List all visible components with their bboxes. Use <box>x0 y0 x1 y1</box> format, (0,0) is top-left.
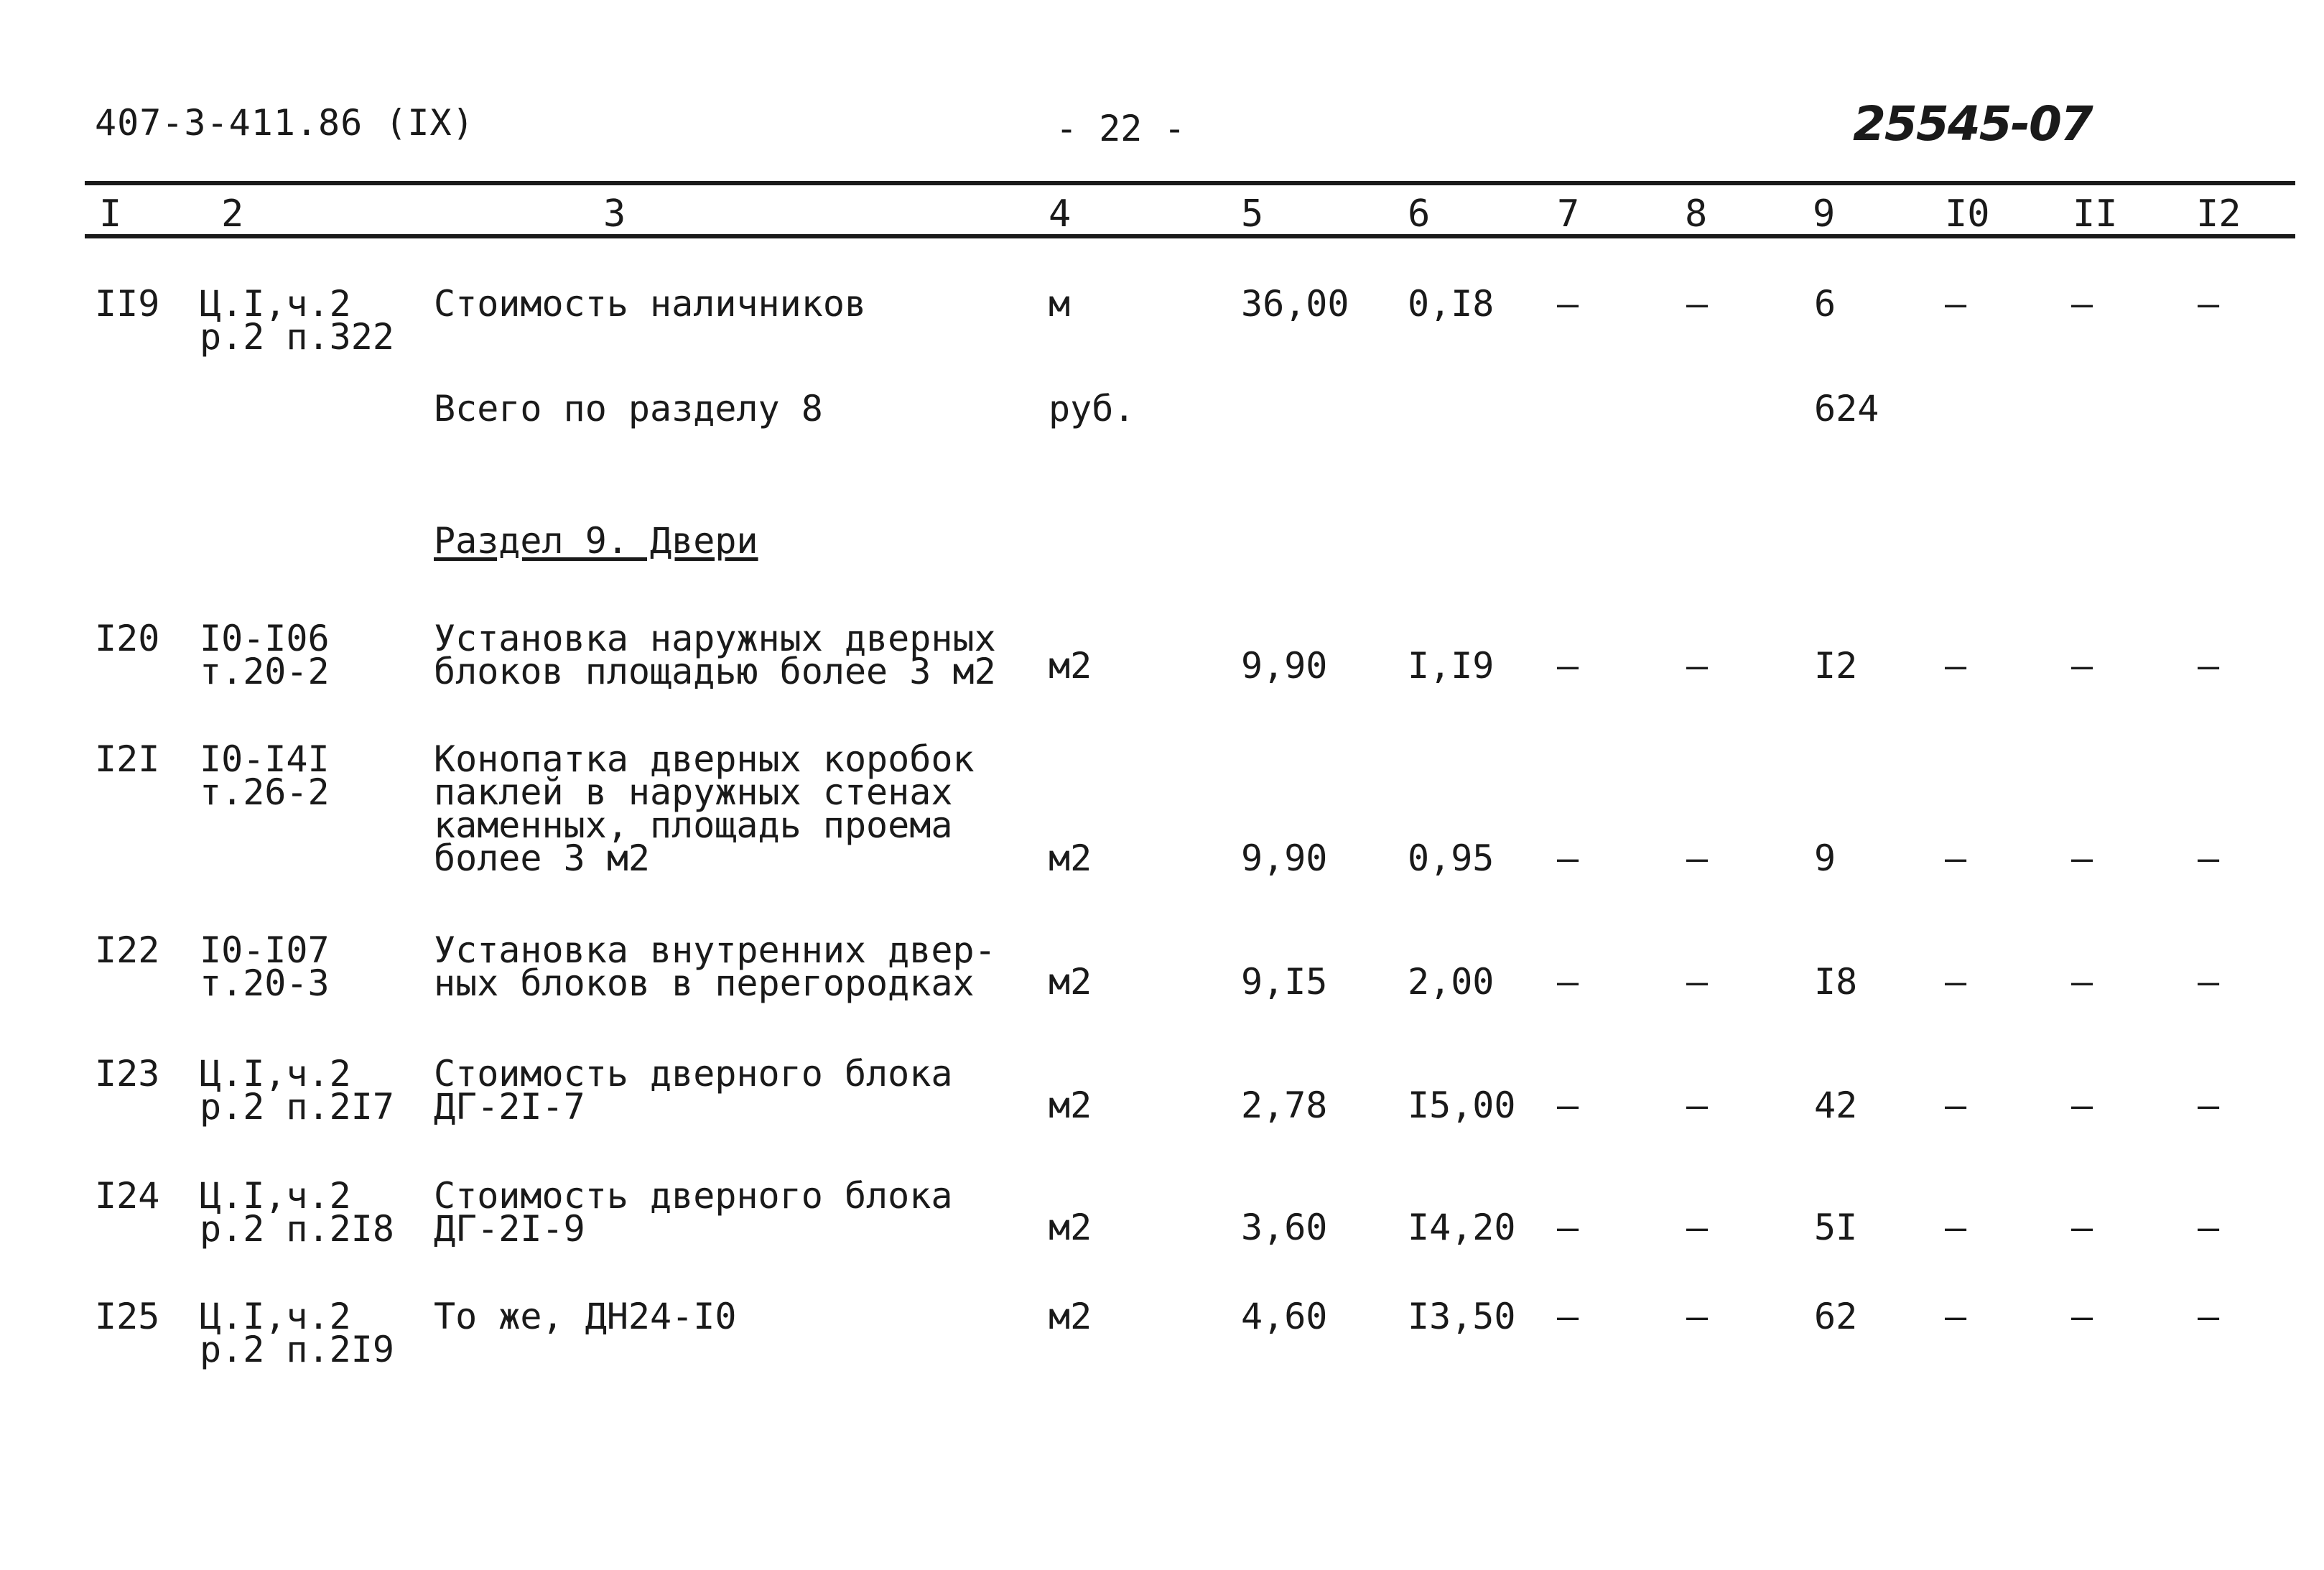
row-unit-price: I,I9 <box>1408 645 1495 687</box>
column-number: 4 <box>1049 192 1072 236</box>
row-description: Стоимость дверного блока <box>434 1175 953 1217</box>
row-number: I23 <box>95 1053 160 1095</box>
row-col10: – <box>1945 645 1967 687</box>
row-number: I25 <box>95 1296 160 1337</box>
column-number: II <box>2073 192 2118 236</box>
row-col7: – <box>1557 1207 1579 1248</box>
row-col11: – <box>2071 1207 2093 1248</box>
row-unit-price: I3,50 <box>1408 1296 1516 1337</box>
row-code: Ц.I,ч.2 <box>200 1296 351 1337</box>
row-col7: – <box>1557 1296 1579 1337</box>
row-total: 5I <box>1814 1207 1858 1248</box>
column-number: I <box>99 192 122 236</box>
row-description: ных блоков в перегородках <box>434 962 975 1004</box>
row-col11: – <box>2071 837 2093 879</box>
row-col11: – <box>2071 283 2093 325</box>
row-col8: – <box>1686 283 1709 325</box>
row-unit-price: I4,20 <box>1408 1207 1516 1248</box>
row-code: Ц.I,ч.2 <box>200 1175 351 1217</box>
section-total-value: 624 <box>1814 388 1879 429</box>
column-number: I0 <box>1945 192 1990 236</box>
page-number: - 22 - <box>1056 108 1186 149</box>
row-col7: – <box>1557 645 1579 687</box>
row-total: 42 <box>1814 1084 1858 1126</box>
row-description: более 3 м2 <box>434 837 651 879</box>
row-col7: – <box>1557 961 1579 1003</box>
row-col12: – <box>2198 1207 2220 1248</box>
row-description: Стоимость дверного блока <box>434 1053 953 1095</box>
row-col7: – <box>1557 1084 1579 1126</box>
row-unit-price: 2,00 <box>1408 961 1495 1003</box>
row-code: т.20-3 <box>200 962 330 1004</box>
row-description: Установка наружных дверных <box>434 618 996 659</box>
row-number: I24 <box>95 1175 160 1217</box>
row-unit-price: 0,I8 <box>1408 283 1495 325</box>
row-code: I0-I06 <box>200 618 330 659</box>
row-description: ДГ-2I-7 <box>434 1086 585 1128</box>
row-col12: – <box>2198 1296 2220 1337</box>
row-col7: – <box>1557 283 1579 325</box>
row-unit: м <box>1049 283 1071 325</box>
document-stamp: 25545-07 <box>1853 96 2092 152</box>
row-unit-price: 0,95 <box>1408 837 1495 879</box>
row-total: 62 <box>1814 1296 1858 1337</box>
row-description: паклей в наружных стенах <box>434 771 953 813</box>
row-col12: – <box>2198 961 2220 1003</box>
row-description: Стоимость наличников <box>434 283 867 325</box>
row-description: Конопатка дверных коробок <box>434 738 975 780</box>
row-total: I2 <box>1814 645 1858 687</box>
row-col10: – <box>1945 961 1967 1003</box>
row-col12: – <box>2198 645 2220 687</box>
row-code: р.2 п.2I8 <box>200 1208 394 1250</box>
row-total: 9 <box>1814 837 1836 879</box>
row-col12: – <box>2198 1084 2220 1126</box>
row-quantity: 9,I5 <box>1241 961 1328 1003</box>
row-quantity: 9,90 <box>1241 645 1328 687</box>
column-number: 3 <box>603 192 626 236</box>
section-total-unit: руб. <box>1049 388 1135 429</box>
row-col7: – <box>1557 837 1579 879</box>
column-number: 9 <box>1813 192 1836 236</box>
column-number: I2 <box>2196 192 2241 236</box>
row-total: I8 <box>1814 961 1858 1003</box>
column-number: 5 <box>1241 192 1264 236</box>
row-unit: м2 <box>1049 961 1092 1003</box>
row-col8: – <box>1686 1084 1709 1126</box>
row-quantity: 2,78 <box>1241 1084 1328 1126</box>
row-unit: м2 <box>1049 1296 1092 1337</box>
row-unit: м2 <box>1049 837 1092 879</box>
row-code: I0-I4I <box>200 738 330 780</box>
row-code: Ц.I,ч.2 <box>200 1053 351 1095</box>
row-col8: – <box>1686 837 1709 879</box>
row-unit: м2 <box>1049 645 1092 687</box>
row-unit: м2 <box>1049 1084 1092 1126</box>
row-quantity: 3,60 <box>1241 1207 1328 1248</box>
row-number: II9 <box>95 283 160 325</box>
table-top-rule <box>85 181 2295 185</box>
row-col11: – <box>2071 645 2093 687</box>
row-col12: – <box>2198 837 2220 879</box>
row-description: ДГ-2I-9 <box>434 1208 585 1250</box>
row-number: I2I <box>95 738 160 780</box>
row-unit: м2 <box>1049 1207 1092 1248</box>
column-number: 6 <box>1408 192 1431 236</box>
row-col8: – <box>1686 1207 1709 1248</box>
row-col8: – <box>1686 645 1709 687</box>
row-col8: – <box>1686 1296 1709 1337</box>
row-description: каменных, площадь проема <box>434 804 953 846</box>
row-col8: – <box>1686 961 1709 1003</box>
row-code: р.2 п.322 <box>200 316 394 358</box>
row-quantity: 36,00 <box>1241 283 1349 325</box>
row-code: Ц.I,ч.2 <box>200 283 351 325</box>
row-number: I20 <box>95 618 160 659</box>
row-col11: – <box>2071 1296 2093 1337</box>
row-code: т.20-2 <box>200 651 330 692</box>
document-code: 407-3-411.86 (IX) <box>95 102 475 144</box>
row-code: I0-I07 <box>200 929 330 971</box>
row-col10: – <box>1945 1207 1967 1248</box>
column-number: 2 <box>221 192 244 236</box>
column-number: 8 <box>1685 192 1708 236</box>
row-total: 6 <box>1814 283 1836 325</box>
row-quantity: 4,60 <box>1241 1296 1328 1337</box>
column-number: 7 <box>1557 192 1580 236</box>
row-code: р.2 п.2I7 <box>200 1086 394 1128</box>
row-col10: – <box>1945 283 1967 325</box>
row-col11: – <box>2071 961 2093 1003</box>
row-col12: – <box>2198 283 2220 325</box>
row-col10: – <box>1945 1084 1967 1126</box>
row-col11: – <box>2071 1084 2093 1126</box>
row-number: I22 <box>95 929 160 971</box>
row-quantity: 9,90 <box>1241 837 1328 879</box>
row-col10: – <box>1945 1296 1967 1337</box>
row-unit-price: I5,00 <box>1408 1084 1516 1126</box>
row-description: То же, ДН24-I0 <box>434 1296 737 1337</box>
row-description: блоков площадью более 3 м2 <box>434 651 996 692</box>
row-col10: – <box>1945 837 1967 879</box>
section-total-label: Всего по разделу 8 <box>434 388 823 429</box>
section-title: Раздел 9. Двери <box>434 520 758 562</box>
row-code: т.26-2 <box>200 771 330 813</box>
row-code: р.2 п.2I9 <box>200 1329 394 1370</box>
row-description: Установка внутренних двер- <box>434 929 996 971</box>
